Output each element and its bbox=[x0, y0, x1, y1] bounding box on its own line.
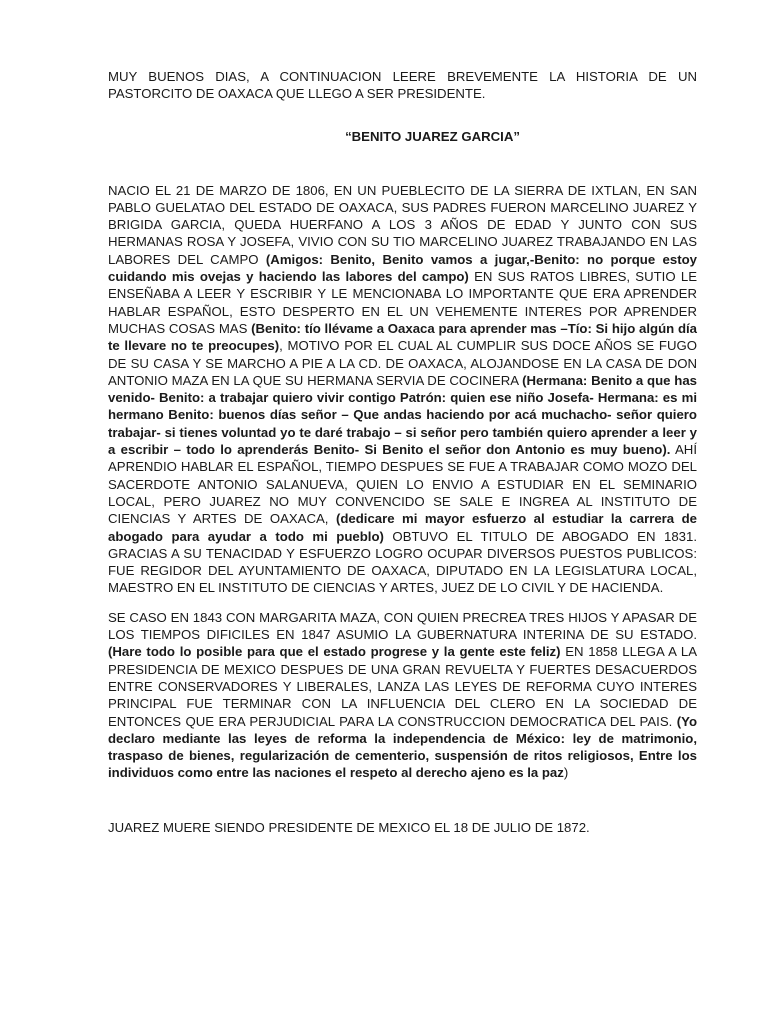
p2-segment: EN 1858 LLEGA A LA PRESIDENCIA DE MEXICO DESPUES DE UNA GRAN REVUELTA Y FUERTES DESACUERDOS ENTRE CONSERVADORES Y LIBERALES, LANZA LAS LEYES DE REFORMA CUYO INTERES PRINCIPAL FUE TERMINAR CON LA INFLUENCIA DEL CLERO EN LA SOCIEDAD DE ENTONCES QUE ERA PERJUDICIAL PARA LA CONSTRUCCION DEMOCRATICA DEL PAIS. bbox=[108, 644, 697, 729]
document-page bbox=[108, 68, 697, 836]
closing-paragraph: JUAREZ MUERE SIENDO PRESIDENTE DE MEXICO EL 18 DE JULIO DE 1872. bbox=[108, 819, 590, 835]
p1-dialogue: (dedicare mi mayor esfuerzo al estudiar la carrera de abogado para ayudar a todo mi pueblo) bbox=[108, 511, 697, 544]
document-title: “BENITO JUAREZ GARCIA” bbox=[345, 128, 520, 144]
p1-segment: AHÍ APRENDIO HABLAR EL ESPAÑOL, TIEMPO DESPUES SE FUE A TRABAJAR COMO MOZO DEL SACERDOTE ANTONIO SALANUEVA, QUIEN LO ENVIO A ESTUDIAR EN EL SEMINARIO LOCAL, PERO JUAREZ NO MUY CONVENCIDO SE SALE E INGREA AL INSTITUTO DE CIENCIAS Y ARTES DE OAXACA, bbox=[108, 442, 697, 527]
p2-segment: ) bbox=[563, 765, 569, 781]
p1-dialogue: (Benito: tío llévame a Oaxaca para aprender mas –Tío: Si hijo algún día te llevare no te preocupes) bbox=[108, 320, 697, 354]
p2-dialogue: (Yo declaro mediante las leyes de reforma la independencia de México: ley de matrimonio, traspaso de bienes, regularización de cementerio, suspensión de ritos religiosos, Entre los individuos como entre las naciones el respeto al derecho ajeno es la paz bbox=[108, 713, 697, 781]
p1-segment: EN SUS RATOS LIBRES, SUTIO LE ENSEÑABA A LEER Y ESCRIBIR Y LE MENCIONABA LO IMPORTANTE QUE ERA APRENDER HABLAR ESPAÑOL, ESTO DESPERTO EN EL UN VEHEMENTE INTERES POR APRENDER MUCHAS COSAS MAS bbox=[108, 269, 697, 336]
intro-paragraph: MUY BUENOS DIAS, A CONTINUACION LEERE BREVEMENTE LA HISTORIA DE UN PASTORCITO DE OAXACA QUE LLEGO A SER PRESIDENTE. bbox=[108, 69, 697, 102]
p1-dialogue: (Amigos: Benito, Benito vamos a jugar,-Benito: no porque estoy cuidando mis ovejas y haciendo las labores del campo) bbox=[108, 251, 697, 285]
p1-segment: , MOTIVO POR EL CUAL AL CUMPLIR SUS DOCE AÑOS SE FUGO DE SU CASA Y SE MARCHO A PIE A LA CD. DE OAXACA, ALOJANDOSE EN LA CASA DE DON ANTONIO MAZA EN LA QUE SU HERMANA SERVIA DE COCINERA bbox=[108, 338, 697, 388]
p2-dialogue: (Hare todo lo posible para que el estado progrese y la gente este feliz) bbox=[108, 644, 561, 660]
p1-segment: NACIO EL 21 DE MARZO DE 1806, EN UN PUEBLECITO DE LA SIERRA DE IXTLAN, EN SAN PABLO GUELATAO DEL ESTADO DE OAXACA, SUS PADRES FUERON MARCELINO JUAREZ Y BRIGIDA GARCIA, QUEDA HUERFANO A LOS 3 AÑOS DE EDAD Y JUNTO CON SUS HERMANAS ROSA Y JOSEFA, VIVIO CON SU TIO MARCELINO JUAREZ TRABAJANDO EN LAS LABORES DEL CAMPO bbox=[108, 182, 697, 267]
p1-dialogue: (Hermana: Benito a que has venido- Benito: a trabajar quiero vivir contigo Patrón: quien ese niño Josefa- Hermana: es mi hermano Benito: buenos días señor – Que andas haciendo por acá muchacho- señor quiero trabajar- si tienes voluntad yo te daré trabajo – si señor pero también quiero aprender a leer y a escribir – todo lo aprenderás Benito- Si Benito el señor don Antonio es muy bueno). bbox=[108, 372, 698, 458]
biography-paragraph-1 bbox=[108, 182, 697, 597]
p1-segment: OBTUVO EL TITULO DE ABOGADO EN 1831. GRACIAS A SU TENACIDAD Y ESFUERZO LOGRO OCUPAR DIVERSOS PUESTOS PUBLICOS: FUE REGIDOR DEL AYUNTAMIENTO DE OAXACA, DIPUTADO EN LA LEGISLATURA LOCAL, MAESTRO EN EL INSTITUTO DE CIENCIAS Y ARTES, JUEZ DE LO CIVIL Y DE HACIENDA. bbox=[108, 528, 697, 596]
biography-paragraph-2 bbox=[108, 609, 697, 782]
p2-segment: SE CASO EN 1843 CON MARGARITA MAZA, CON QUIEN PRECREA TRES HIJOS Y APASAR DE LOS TIEMPOS DIFICILES EN 1847 ASUMIO LA GUBERNATURA INTERINA DE SU ESTADO. bbox=[108, 609, 697, 643]
